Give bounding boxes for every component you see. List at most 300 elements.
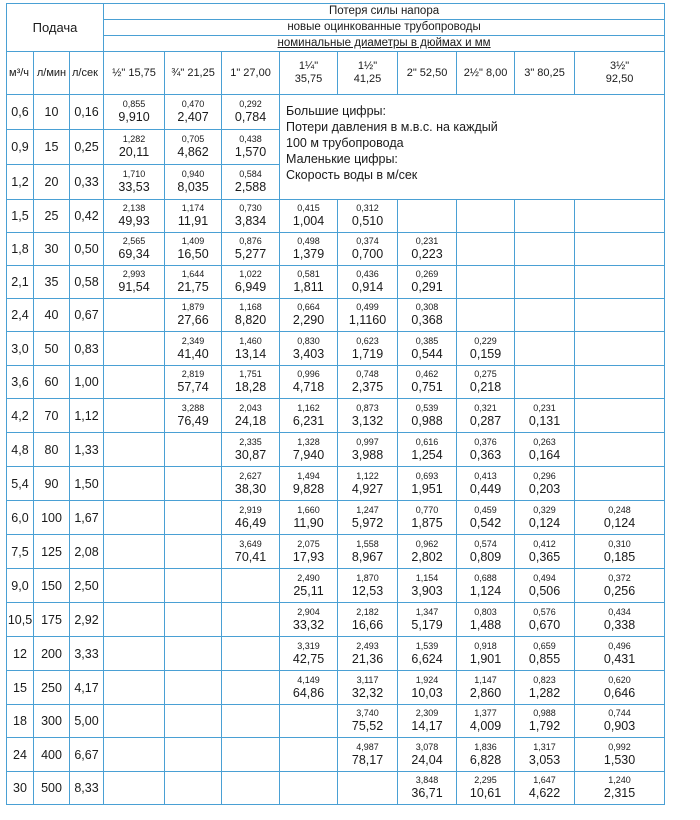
value-cell: [338, 705, 398, 738]
table-row: [7, 501, 665, 535]
value-cell: [222, 467, 280, 501]
velocity-value: 2,349: [181, 335, 205, 346]
flow-m3h: 9,0: [7, 569, 34, 603]
velocity-value: 0,438: [239, 134, 262, 144]
diameter-label: 3" 80,25: [524, 66, 565, 79]
value-cell: [280, 535, 338, 569]
flow-lmin: 35: [34, 266, 70, 299]
velocity-value: 0,499: [356, 302, 379, 312]
value-cell: [104, 433, 165, 467]
flow-lmin: 20: [34, 165, 70, 200]
diameter-label: 1¼": [298, 60, 319, 72]
velocity-value: 2,993: [122, 269, 146, 279]
value-cell: [457, 200, 515, 233]
value-cell: [165, 332, 222, 366]
velocity-value: 1,162: [297, 402, 320, 413]
velocity-value: 0,855: [122, 99, 146, 109]
velocity-value: 0,730: [239, 203, 262, 213]
pressure-loss-value: 1,719: [351, 346, 384, 361]
value-cell: [515, 366, 575, 399]
velocity-value: 3,319: [297, 640, 320, 651]
velocity-value: 1,660: [297, 504, 320, 515]
pressure-loss-value: 25,11: [293, 583, 324, 598]
velocity-value: 0,263: [533, 436, 556, 447]
pressure-loss-value: 11,91: [177, 214, 209, 228]
diameter-header: [280, 52, 338, 95]
value-cell: [165, 772, 222, 805]
pressure-loss-value: 17,93: [292, 549, 325, 564]
pressure-loss-value: 10,61: [469, 786, 502, 800]
value-cell: [165, 165, 222, 200]
flow-m3h: 0,6: [7, 95, 34, 130]
value-cell: [280, 233, 338, 266]
value-cell: [338, 233, 398, 266]
pressure-loss-value: 2,802: [411, 549, 443, 564]
pressure-loss-value: 13,14: [234, 346, 267, 361]
value-cell: [575, 501, 665, 535]
flow-m3h: 18: [7, 705, 34, 738]
value-cell: [575, 772, 665, 805]
table-subtitle: новые оцинкованные трубопроводы: [104, 20, 665, 36]
pressure-loss-value: 0,203: [528, 481, 561, 496]
pressure-loss-value: 0,855: [528, 651, 561, 666]
value-cell: [457, 233, 515, 266]
value-cell: [575, 399, 665, 433]
value-cell: [222, 366, 280, 399]
feed-header: Подача: [7, 4, 104, 52]
table-row: [7, 95, 665, 130]
velocity-value: 0,574: [474, 538, 497, 549]
value-cell: [398, 332, 457, 366]
pressure-loss-value: 0,368: [411, 313, 443, 327]
value-cell: [338, 501, 398, 535]
velocity-value: 1,494: [297, 470, 320, 481]
pressure-loss-value: 24,18: [234, 413, 267, 428]
table-row: [7, 399, 665, 433]
velocity-value: 0,770: [415, 504, 439, 515]
pressure-loss-value: 14,17: [411, 719, 443, 733]
value-cell: [338, 399, 398, 433]
value-cell: [165, 501, 222, 535]
diameter-mm: 35,75: [294, 73, 323, 85]
value-cell: [575, 738, 665, 772]
flow-ls: 2,50: [70, 569, 104, 603]
velocity-value: 0,321: [474, 402, 497, 413]
value-cell: [398, 501, 457, 535]
value-cell: [104, 705, 165, 738]
flow-lmin: 40: [34, 299, 70, 332]
value-cell: [280, 637, 338, 671]
diameter-header: [457, 52, 515, 95]
pressure-loss-value: 0,914: [351, 280, 384, 294]
velocity-value: 0,312: [356, 203, 379, 213]
pressure-loss-value: 1,530: [603, 752, 636, 767]
flow-lmin: 175: [34, 603, 70, 637]
pressure-loss-value: 24,04: [411, 752, 443, 767]
value-cell: [280, 433, 338, 467]
pressure-loss-value: 33,53: [118, 180, 150, 194]
value-cell: [575, 233, 665, 266]
velocity-value: 0,620: [608, 674, 631, 685]
velocity-value: 0,823: [533, 674, 556, 685]
value-cell: [338, 332, 398, 366]
flow-m3h: 3,6: [7, 366, 34, 399]
velocity-value: 0,229: [474, 335, 497, 346]
flow-ls: 0,33: [70, 165, 104, 200]
value-cell: [398, 233, 457, 266]
velocity-value: 3,740: [356, 708, 379, 718]
velocity-value: 0,940: [181, 169, 205, 179]
velocity-value: 0,413: [474, 470, 497, 481]
value-cell: [165, 603, 222, 637]
value-cell: [104, 467, 165, 501]
pressure-loss-value: 33,32: [292, 617, 325, 632]
value-cell: [165, 637, 222, 671]
value-cell: [222, 165, 280, 200]
velocity-value: 0,705: [181, 134, 205, 144]
value-cell: [515, 332, 575, 366]
value-cell: [222, 233, 280, 266]
value-cell: [104, 332, 165, 366]
table-row: [7, 603, 665, 637]
pressure-loss-value: 7,940: [292, 447, 325, 462]
velocity-value: 2,075: [297, 538, 320, 549]
value-cell: [457, 266, 515, 299]
flow-m3h: 2,1: [7, 266, 34, 299]
value-cell: [515, 501, 575, 535]
velocity-value: 0,997: [356, 436, 379, 447]
pressure-loss-value: 8,967: [351, 549, 384, 564]
pressure-loss-value: 0,256: [603, 583, 636, 598]
pressure-loss-value: 1,004: [292, 214, 325, 228]
flow-ls: 1,12: [70, 399, 104, 433]
value-cell: [104, 366, 165, 399]
pressure-loss-value: 8,820: [234, 313, 267, 327]
pressure-loss-value: 46,49: [234, 515, 267, 530]
velocity-value: 1,347: [415, 606, 439, 617]
value-cell: [165, 569, 222, 603]
value-cell: [515, 738, 575, 772]
velocity-value: 2,565: [122, 236, 146, 246]
value-cell: [280, 738, 338, 772]
pressure-loss-value: 0,544: [411, 346, 443, 361]
velocity-value: 0,275: [474, 369, 497, 379]
value-cell: [457, 332, 515, 366]
pressure-loss-value: 2,375: [351, 380, 384, 394]
pressure-loss-value: 0,131: [528, 413, 561, 428]
value-cell: [280, 200, 338, 233]
value-cell: [575, 705, 665, 738]
velocity-value: 0,376: [474, 436, 497, 447]
value-cell: [280, 603, 338, 637]
value-cell: [280, 399, 338, 433]
value-cell: [165, 130, 222, 165]
flow-m3h: 1,2: [7, 165, 34, 200]
legend-line: Потери давления в м.в.с. на каждый: [286, 120, 498, 134]
flow-ls: 1,33: [70, 433, 104, 467]
value-cell: [457, 467, 515, 501]
value-cell: [104, 200, 165, 233]
table-row: [7, 200, 665, 233]
pressure-loss-value: 0,124: [603, 515, 636, 530]
diameter-header: [575, 52, 665, 95]
value-cell: [338, 433, 398, 467]
velocity-value: 0,329: [533, 504, 556, 515]
pressure-loss-value: 69,34: [118, 247, 150, 261]
velocity-value: 0,434: [608, 606, 631, 617]
value-cell: [280, 671, 338, 705]
value-cell: [280, 332, 338, 366]
unit-ls-header: л/сек: [70, 52, 104, 95]
pressure-loss-table: [6, 3, 665, 805]
pressure-loss-value: 16,66: [351, 617, 384, 632]
flow-m3h: 2,4: [7, 299, 34, 332]
value-cell: [457, 637, 515, 671]
pressure-loss-value: 4,009: [469, 719, 502, 733]
velocity-value: 0,374: [356, 236, 379, 246]
velocity-value: 2,335: [239, 436, 262, 447]
flow-lmin: 80: [34, 433, 70, 467]
diameter-header: [398, 52, 457, 95]
value-cell: [222, 433, 280, 467]
value-cell: [575, 671, 665, 705]
value-cell: [165, 671, 222, 705]
pressure-loss-value: 5,972: [351, 515, 384, 530]
diameter-mm: 41,25: [353, 73, 382, 85]
velocity-value: 0,539: [415, 402, 439, 413]
pressure-loss-value: 0,223: [411, 247, 443, 261]
table-row: [7, 738, 665, 772]
flow-lmin: 150: [34, 569, 70, 603]
legend: [280, 95, 665, 200]
pressure-loss-value: 0,291: [411, 280, 443, 294]
value-cell: [575, 603, 665, 637]
flow-ls: 0,25: [70, 130, 104, 165]
value-cell: [165, 95, 222, 130]
value-cell: [280, 299, 338, 332]
pressure-loss-value: 0,363: [469, 447, 502, 462]
flow-ls: 2,92: [70, 603, 104, 637]
velocity-value: 0,292: [239, 99, 262, 109]
pressure-loss-value: 0,809: [469, 549, 502, 564]
flow-lmin: 70: [34, 399, 70, 433]
velocity-value: 1,247: [356, 504, 379, 515]
flow-m3h: 10,5: [7, 603, 34, 637]
value-cell: [338, 467, 398, 501]
table-row: [7, 467, 665, 501]
flow-m3h: 7,5: [7, 535, 34, 569]
value-cell: [165, 266, 222, 299]
pressure-loss-value: 20,11: [118, 145, 150, 159]
pressure-loss-value: 4,622: [528, 786, 561, 800]
velocity-value: 0,873: [356, 402, 379, 413]
velocity-value: 0,616: [415, 436, 439, 447]
flow-ls: 0,16: [70, 95, 104, 130]
pressure-loss-value: 6,624: [411, 651, 443, 666]
value-cell: [515, 233, 575, 266]
velocity-value: 0,744: [608, 708, 631, 718]
value-cell: [398, 603, 457, 637]
value-cell: [222, 671, 280, 705]
flow-ls: 0,58: [70, 266, 104, 299]
pressure-loss-value: 9,828: [292, 481, 325, 496]
value-cell: [104, 535, 165, 569]
table-row: [7, 233, 665, 266]
value-cell: [515, 433, 575, 467]
flow-lmin: 200: [34, 637, 70, 671]
pressure-loss-value: 32,32: [351, 685, 384, 700]
pressure-loss-value: 57,74: [177, 380, 209, 394]
value-cell: [104, 671, 165, 705]
value-cell: [338, 603, 398, 637]
value-cell: [575, 332, 665, 366]
velocity-value: 0,584: [239, 169, 262, 179]
value-cell: [338, 299, 398, 332]
velocity-value: 1,924: [415, 674, 439, 685]
flow-ls: 6,67: [70, 738, 104, 772]
value-cell: [575, 266, 665, 299]
value-cell: [338, 772, 398, 805]
pressure-loss-value: 1,488: [469, 617, 502, 632]
value-cell: [575, 569, 665, 603]
table-row: [7, 772, 665, 805]
pressure-loss-value: 49,93: [118, 214, 150, 228]
pressure-loss-value: 2,588: [234, 180, 267, 194]
value-cell: [457, 603, 515, 637]
velocity-value: 0,308: [415, 302, 439, 312]
flow-lmin: 100: [34, 501, 70, 535]
flow-lmin: 60: [34, 366, 70, 399]
value-cell: [222, 266, 280, 299]
value-cell: [104, 233, 165, 266]
velocity-value: 0,992: [608, 741, 631, 752]
value-cell: [165, 705, 222, 738]
pressure-loss-value: 10,03: [411, 685, 443, 700]
value-cell: [398, 738, 457, 772]
pressure-loss-value: 1,792: [528, 719, 561, 733]
value-cell: [398, 399, 457, 433]
velocity-value: 0,876: [239, 236, 262, 246]
value-cell: [104, 399, 165, 433]
value-cell: [222, 200, 280, 233]
value-cell: [398, 772, 457, 805]
flow-lmin: 90: [34, 467, 70, 501]
velocity-value: 1,539: [415, 640, 439, 651]
value-cell: [222, 332, 280, 366]
pressure-loss-value: 18,28: [234, 380, 267, 394]
value-cell: [457, 433, 515, 467]
flow-lmin: 15: [34, 130, 70, 165]
pressure-loss-value: 0,506: [528, 583, 561, 598]
pressure-loss-value: 5,277: [234, 247, 267, 261]
value-cell: [222, 738, 280, 772]
diameter-header: [338, 52, 398, 95]
value-cell: [398, 299, 457, 332]
diameter-header: [165, 52, 222, 95]
pressure-loss-value: 3,053: [528, 752, 561, 767]
flow-lmin: 25: [34, 200, 70, 233]
value-cell: [280, 569, 338, 603]
velocity-value: 2,490: [297, 572, 320, 583]
flow-ls: 3,33: [70, 637, 104, 671]
velocity-value: 2,493: [356, 640, 379, 651]
value-cell: [280, 467, 338, 501]
value-cell: [338, 266, 398, 299]
velocity-value: 4,149: [297, 674, 320, 685]
pressure-loss-value: 0,670: [528, 617, 561, 632]
value-cell: [104, 299, 165, 332]
diameter-label: 1" 27,00: [230, 66, 271, 79]
pressure-loss-table-container: [6, 3, 664, 805]
velocity-value: 0,748: [356, 369, 379, 379]
velocity-value: 1,022: [239, 269, 262, 279]
velocity-value: 4,987: [356, 741, 379, 752]
velocity-value: 1,168: [239, 302, 262, 312]
pressure-loss-value: 3,403: [292, 346, 325, 361]
legend-line: Маленькие цифры:: [286, 152, 398, 166]
velocity-value: 0,296: [533, 470, 556, 481]
value-cell: [165, 399, 222, 433]
diameter-label: 1½": [357, 60, 378, 72]
value-cell: [575, 535, 665, 569]
value-cell: [222, 772, 280, 805]
pressure-loss-value: 0,365: [528, 549, 561, 564]
diameter-label: ½" 15,75: [112, 66, 156, 79]
value-cell: [457, 501, 515, 535]
pressure-loss-value: 91,54: [118, 280, 150, 294]
flow-lmin: 10: [34, 95, 70, 130]
pressure-loss-value: 2,860: [469, 685, 502, 700]
velocity-value: 1,122: [356, 470, 379, 481]
value-cell: [398, 366, 457, 399]
velocity-value: 0,470: [181, 99, 205, 109]
value-cell: [338, 569, 398, 603]
pressure-loss-value: 6,949: [234, 280, 267, 294]
pressure-loss-value: 1,901: [469, 651, 502, 666]
velocity-value: 1,147: [474, 674, 497, 685]
value-cell: [338, 366, 398, 399]
value-cell: [104, 130, 165, 165]
pressure-loss-value: 9,910: [118, 110, 150, 124]
pressure-loss-value: 1,254: [411, 447, 443, 462]
velocity-value: 0,462: [415, 369, 439, 379]
value-cell: [222, 569, 280, 603]
diameter-header: [515, 52, 575, 95]
table-row: [7, 535, 665, 569]
pressure-loss-value: 1,570: [234, 145, 267, 159]
pressure-loss-value: 11,90: [293, 515, 324, 530]
pressure-loss-value: 70,41: [234, 549, 267, 564]
value-cell: [165, 738, 222, 772]
flow-lmin: 50: [34, 332, 70, 366]
flow-ls: 0,50: [70, 233, 104, 266]
pressure-loss-value: 0,124: [528, 515, 561, 530]
flow-ls: 0,42: [70, 200, 104, 233]
velocity-value: 2,182: [356, 606, 379, 617]
value-cell: [515, 535, 575, 569]
velocity-value: 0,659: [533, 640, 556, 651]
table-row: [7, 569, 665, 603]
value-cell: [515, 399, 575, 433]
flow-m3h: 1,5: [7, 200, 34, 233]
pressure-loss-value: 3,834: [234, 214, 267, 228]
table-row: [7, 299, 665, 332]
value-cell: [515, 772, 575, 805]
pressure-loss-value: 0,159: [469, 346, 502, 361]
legend-line: 100 м трубопровода: [286, 136, 404, 150]
value-cell: [280, 501, 338, 535]
flow-lmin: 400: [34, 738, 70, 772]
